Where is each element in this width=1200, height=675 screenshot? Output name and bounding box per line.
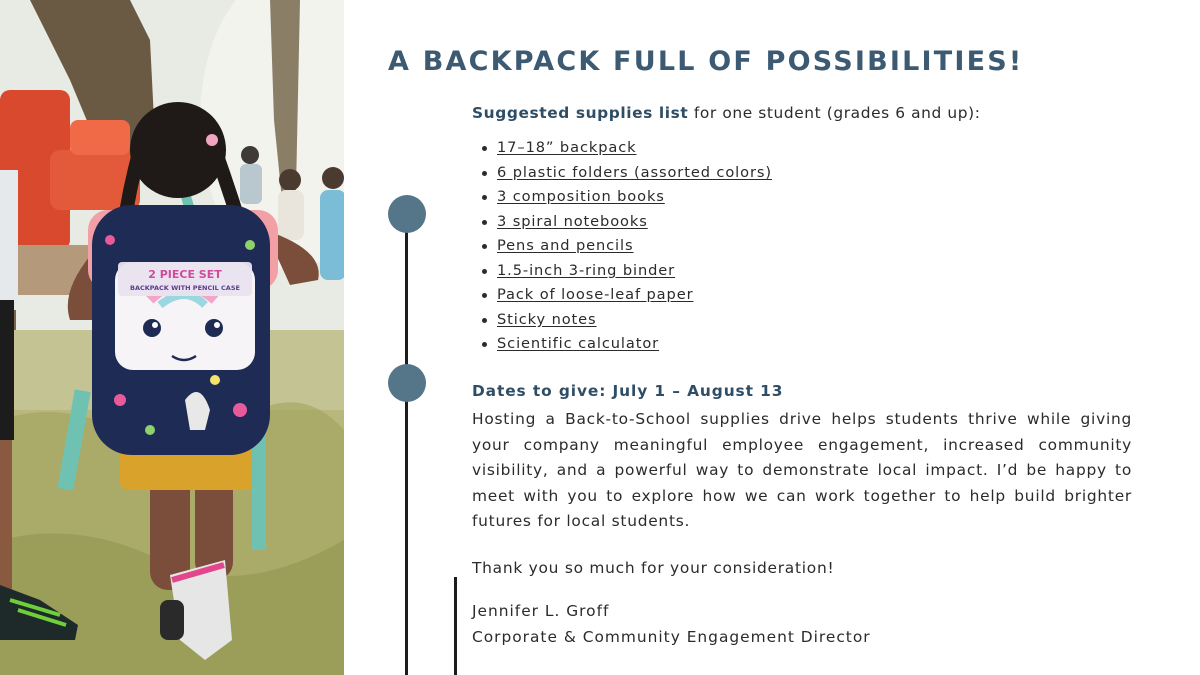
page-title: A BACKPACK FULL OF POSSIBILITIES! [388, 46, 1024, 77]
supplies-intro [472, 104, 981, 122]
supply-item [480, 137, 772, 162]
supply-item [480, 235, 772, 260]
supplies-list [480, 137, 772, 358]
supply-item [480, 211, 772, 236]
supply-item [480, 333, 772, 358]
signature-name: Jennifer L. Groff [472, 602, 610, 620]
supply-item-label[interactable]: 3 spiral notebooks [497, 212, 648, 230]
supply-item-label[interactable]: 1.5-inch 3-ring binder [497, 261, 676, 279]
signature-role: Corporate & Community Engagement Director [472, 628, 871, 646]
supply-item-label[interactable]: 3 composition books [497, 188, 665, 205]
supply-item-label[interactable]: Scientific calculator [497, 335, 660, 352]
supply-item-label[interactable]: Sticky notes [497, 310, 597, 328]
thanks-line: Thank you so much for your consideration! [472, 559, 835, 577]
timeline-dot-supplies [388, 195, 426, 233]
supply-item [480, 162, 772, 187]
product-tag-line1: 2 PIECE SET [148, 268, 222, 281]
dates-heading: Dates to give: July 1 – August 13 [472, 382, 784, 400]
supply-item [480, 260, 772, 285]
signature-divider [454, 577, 457, 675]
supplies-intro-rest: for one student (grades 6 and up): [688, 104, 981, 122]
supply-item [480, 284, 772, 309]
timeline-dot-dates [388, 364, 426, 402]
supplies-intro-emphasis: Suggested supplies list [472, 104, 689, 122]
supply-item-label[interactable]: 6 plastic folders (assorted colors) [497, 163, 772, 181]
hero-photo [0, 0, 344, 675]
supply-item [480, 309, 772, 334]
supply-item-label[interactable]: 17–18” backpack [497, 139, 637, 156]
product-tag-line2: BACKPACK WITH PENCIL CASE [130, 284, 240, 292]
supply-item-label[interactable]: Pack of loose-leaf paper [497, 286, 694, 303]
supply-item [480, 186, 772, 211]
supply-item-label[interactable]: Pens and pencils [497, 237, 634, 254]
timeline-line [405, 214, 408, 675]
body-paragraph: Hosting a Back-to-School supplies drive helps students thrive while giving your company meaningful employee engagement, increased community visibility, and a powerful way to demonstrate local impact. I’d be happy to meet with you to explore how we can work together to help build brighter futures for local students. [472, 410, 1132, 530]
